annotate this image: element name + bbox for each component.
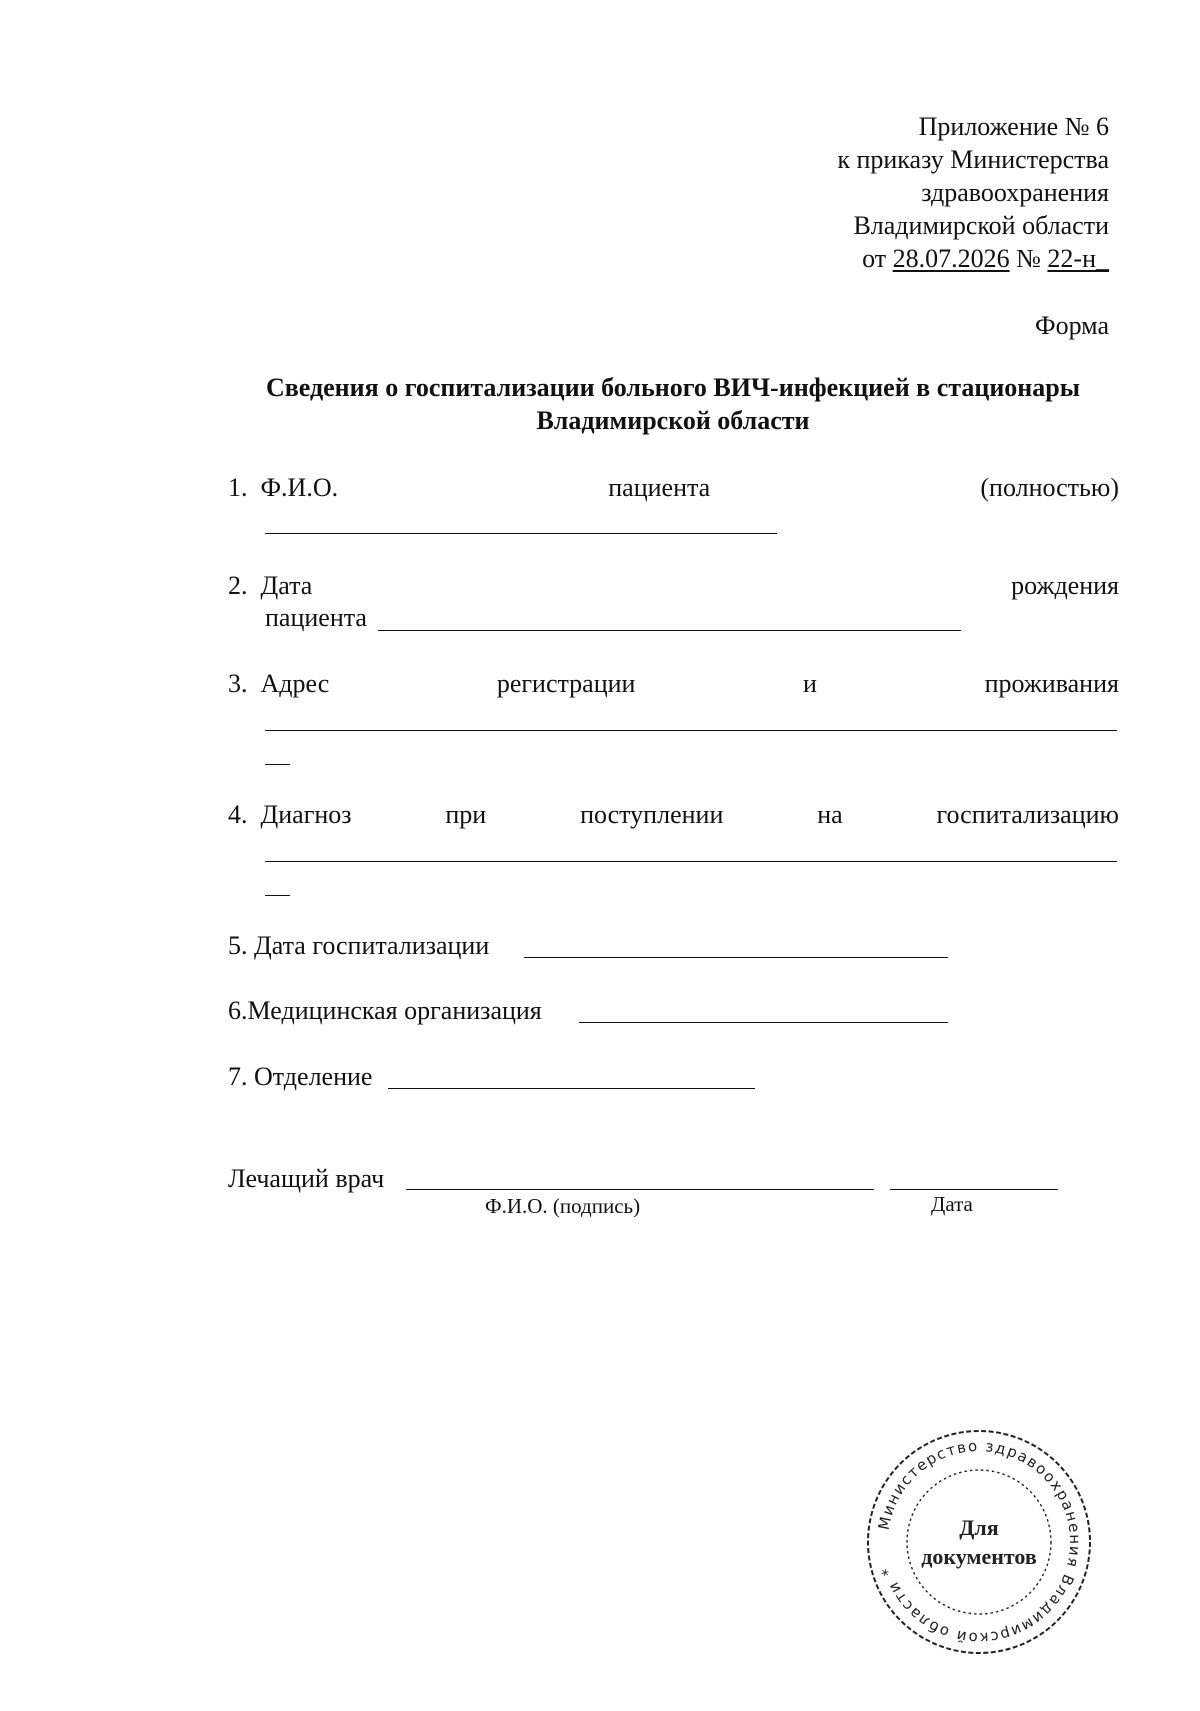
item-2-word-3: пациента: [265, 603, 367, 632]
item-2-label: [228, 569, 1119, 602]
item-2-first: [228, 569, 312, 602]
title-line-1: Сведения о госпитализации больного ВИЧ-инфекцией в стационары: [265, 373, 1081, 402]
item-1-label: [228, 471, 1119, 504]
signature-date-caption: Дата: [931, 1192, 973, 1216]
item-4-word-5: госпитализацию: [936, 800, 1119, 829]
stamp-outer-ring: [868, 1431, 1090, 1653]
item-6-label: 6.Медицинская организация: [228, 996, 542, 1025]
item-1-word-2: пациента: [608, 473, 711, 502]
signature-fio-caption: Ф.И.О. (подпись): [485, 1194, 641, 1218]
stamp-inner-ring: [907, 1470, 1051, 1614]
item-1-input-line[interactable]: [265, 533, 777, 534]
item-7-input-line[interactable]: [388, 1088, 755, 1089]
item-2-word-2: рождения: [1011, 571, 1119, 600]
item-3-first: [228, 667, 329, 700]
appendix-header: [689, 110, 1109, 275]
title-line-2: Владимирской области: [536, 406, 810, 435]
attending-physician-label: Лечащий врач: [228, 1164, 385, 1193]
signature-date-line[interactable]: [890, 1189, 1058, 1190]
item-3-label: [228, 667, 1119, 700]
appendix-ministry-line: здравоохранения: [921, 178, 1109, 207]
appendix-region-line: Владимирской области: [853, 211, 1109, 240]
item-1-number: 1.: [228, 473, 248, 502]
item-2-number: 2.: [228, 571, 248, 600]
item-1-word-1: Ф.И.О.: [260, 473, 339, 502]
item-3-word-4: проживания: [984, 669, 1119, 698]
item-4-word-3: поступлении: [580, 800, 724, 829]
item-4-input-line[interactable]: [265, 861, 1117, 862]
order-date: 28.07.2026: [892, 244, 1010, 273]
item-3-number: 3.: [228, 669, 248, 698]
item-3-continuation-dash: [265, 764, 290, 765]
appendix-number: Приложение № 6: [918, 112, 1109, 141]
item-2-word-1: Дата: [260, 571, 313, 600]
date-prefix: от: [862, 244, 893, 273]
official-stamp: [864, 1427, 1094, 1657]
signature-line[interactable]: [406, 1189, 874, 1190]
item-4-label: [228, 798, 1119, 831]
form-label: Форма: [1035, 311, 1109, 340]
item-4-word-1: Диагноз: [260, 800, 352, 829]
item-1-fio: [228, 471, 338, 504]
item-3-word-3: и: [803, 669, 817, 698]
item-4-number: 4.: [228, 800, 248, 829]
item-3-word-1: Адрес: [260, 669, 330, 698]
order-number: 22-н_: [1047, 244, 1109, 273]
item-1-word-3: (полностью): [980, 473, 1119, 502]
appendix-order-line: к приказу Министерства: [837, 145, 1109, 174]
item-3-input-line[interactable]: [265, 730, 1117, 731]
item-5-label: 5. Дата госпитализации: [228, 931, 490, 960]
item-7-label: 7. Отделение: [228, 1062, 373, 1091]
item-4-first: [228, 798, 352, 831]
stamp-ring-textpath: Министерство здравоохранения Владимирской области *: [874, 1436, 1085, 1648]
stamp-center-line-2: документов: [921, 1544, 1037, 1569]
document-title: [228, 371, 1118, 437]
item-4-continuation-dash: [265, 895, 290, 896]
item-6-input-line[interactable]: [579, 1022, 948, 1023]
appendix-date-line: [689, 242, 1109, 275]
stamp-center-line-1: Для: [959, 1515, 999, 1540]
item-3-word-2: регистрации: [496, 669, 636, 698]
item-4-word-2: при: [445, 800, 487, 829]
item-2-input-line[interactable]: [378, 630, 961, 631]
stamp-ring-text: [875, 1437, 1084, 1647]
item-4-word-4: на: [817, 800, 843, 829]
item-5-input-line[interactable]: [524, 957, 948, 958]
number-prefix: №: [1009, 244, 1048, 273]
